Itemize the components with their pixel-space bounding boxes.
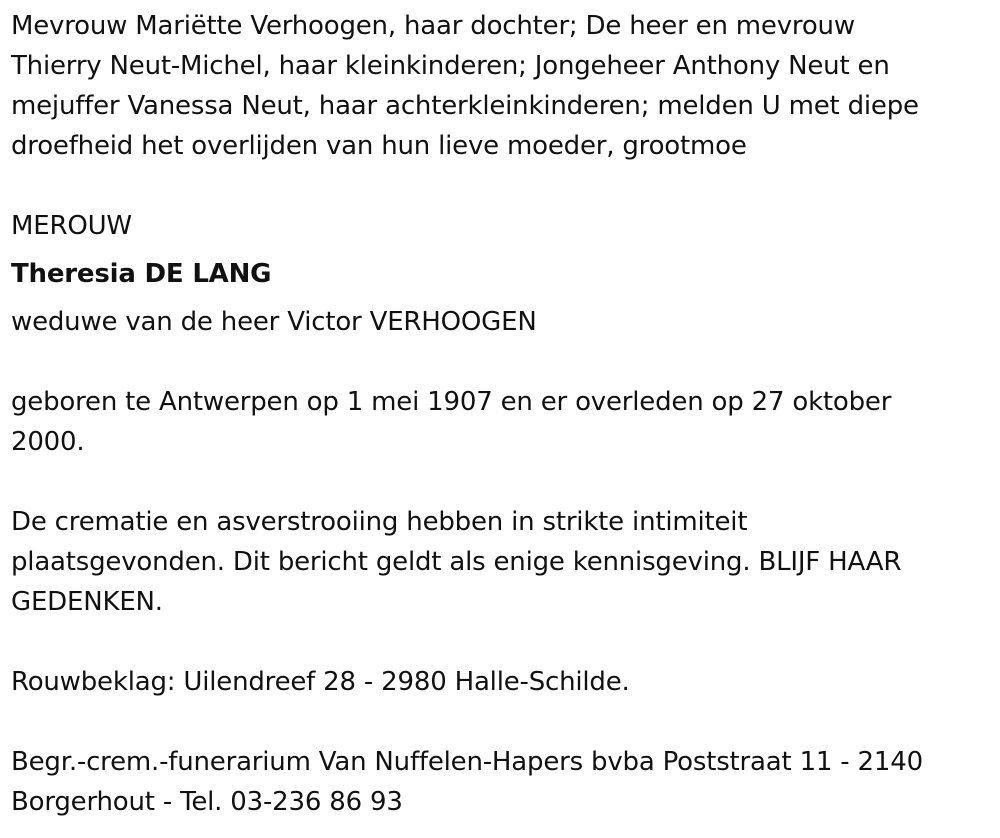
funeral-home-paragraph — [11, 742, 991, 822]
funeral-home-line: Begr.-crem.-funerarium Van Nuffelen-Hapers bvba Poststraat 11 - 2140 — [11, 747, 923, 777]
cremation-paragraph — [11, 502, 991, 622]
spacer — [11, 294, 991, 302]
birth-death-line: geboren te Antwerpen op 1 mei 1907 en er overleden op 27 oktober — [11, 387, 892, 417]
intro-line: droefheid het overlijden van hun lieve moeder, grootmoe — [11, 131, 747, 161]
intro-line: mejuffer Vanessa Neut, haar achterkleinkinderen; melden U met diepe — [11, 91, 919, 121]
honorific-title: MEROUW — [11, 211, 132, 241]
spacer — [11, 702, 991, 742]
condolence-address: Rouwbeklag: Uilendreef 28 - 2980 Halle-Schilde. — [11, 667, 630, 697]
cremation-line: plaatsgevonden. Dit bericht geldt als enige kennisgeving. BLIJF HAAR — [11, 547, 902, 577]
birth-death-paragraph — [11, 382, 991, 462]
intro-paragraph — [11, 6, 991, 166]
spacer — [11, 246, 991, 254]
spacer — [11, 342, 991, 382]
deceased-name: Theresia DE LANG — [11, 259, 272, 289]
death-announcement — [11, 6, 991, 822]
intro-line: Mevrouw Mariëtte Verhoogen, haar dochter; De heer en mevrouw — [11, 11, 855, 41]
widow-of-line: weduwe van de heer Victor VERHOOGEN — [11, 307, 537, 337]
spacer — [11, 166, 991, 206]
birth-death-line: 2000. — [11, 427, 85, 457]
spacer — [11, 622, 991, 662]
intro-line: Thierry Neut-Michel, haar kleinkinderen; Jongeheer Anthony Neut en — [11, 51, 890, 81]
funeral-home-line: Borgerhout - Tel. 03-236 86 93 — [11, 787, 403, 817]
cremation-line: De crematie en asverstrooiing hebben in strikte intimiteit — [11, 507, 748, 537]
cremation-line: GEDENKEN. — [11, 587, 163, 617]
spacer — [11, 462, 991, 502]
